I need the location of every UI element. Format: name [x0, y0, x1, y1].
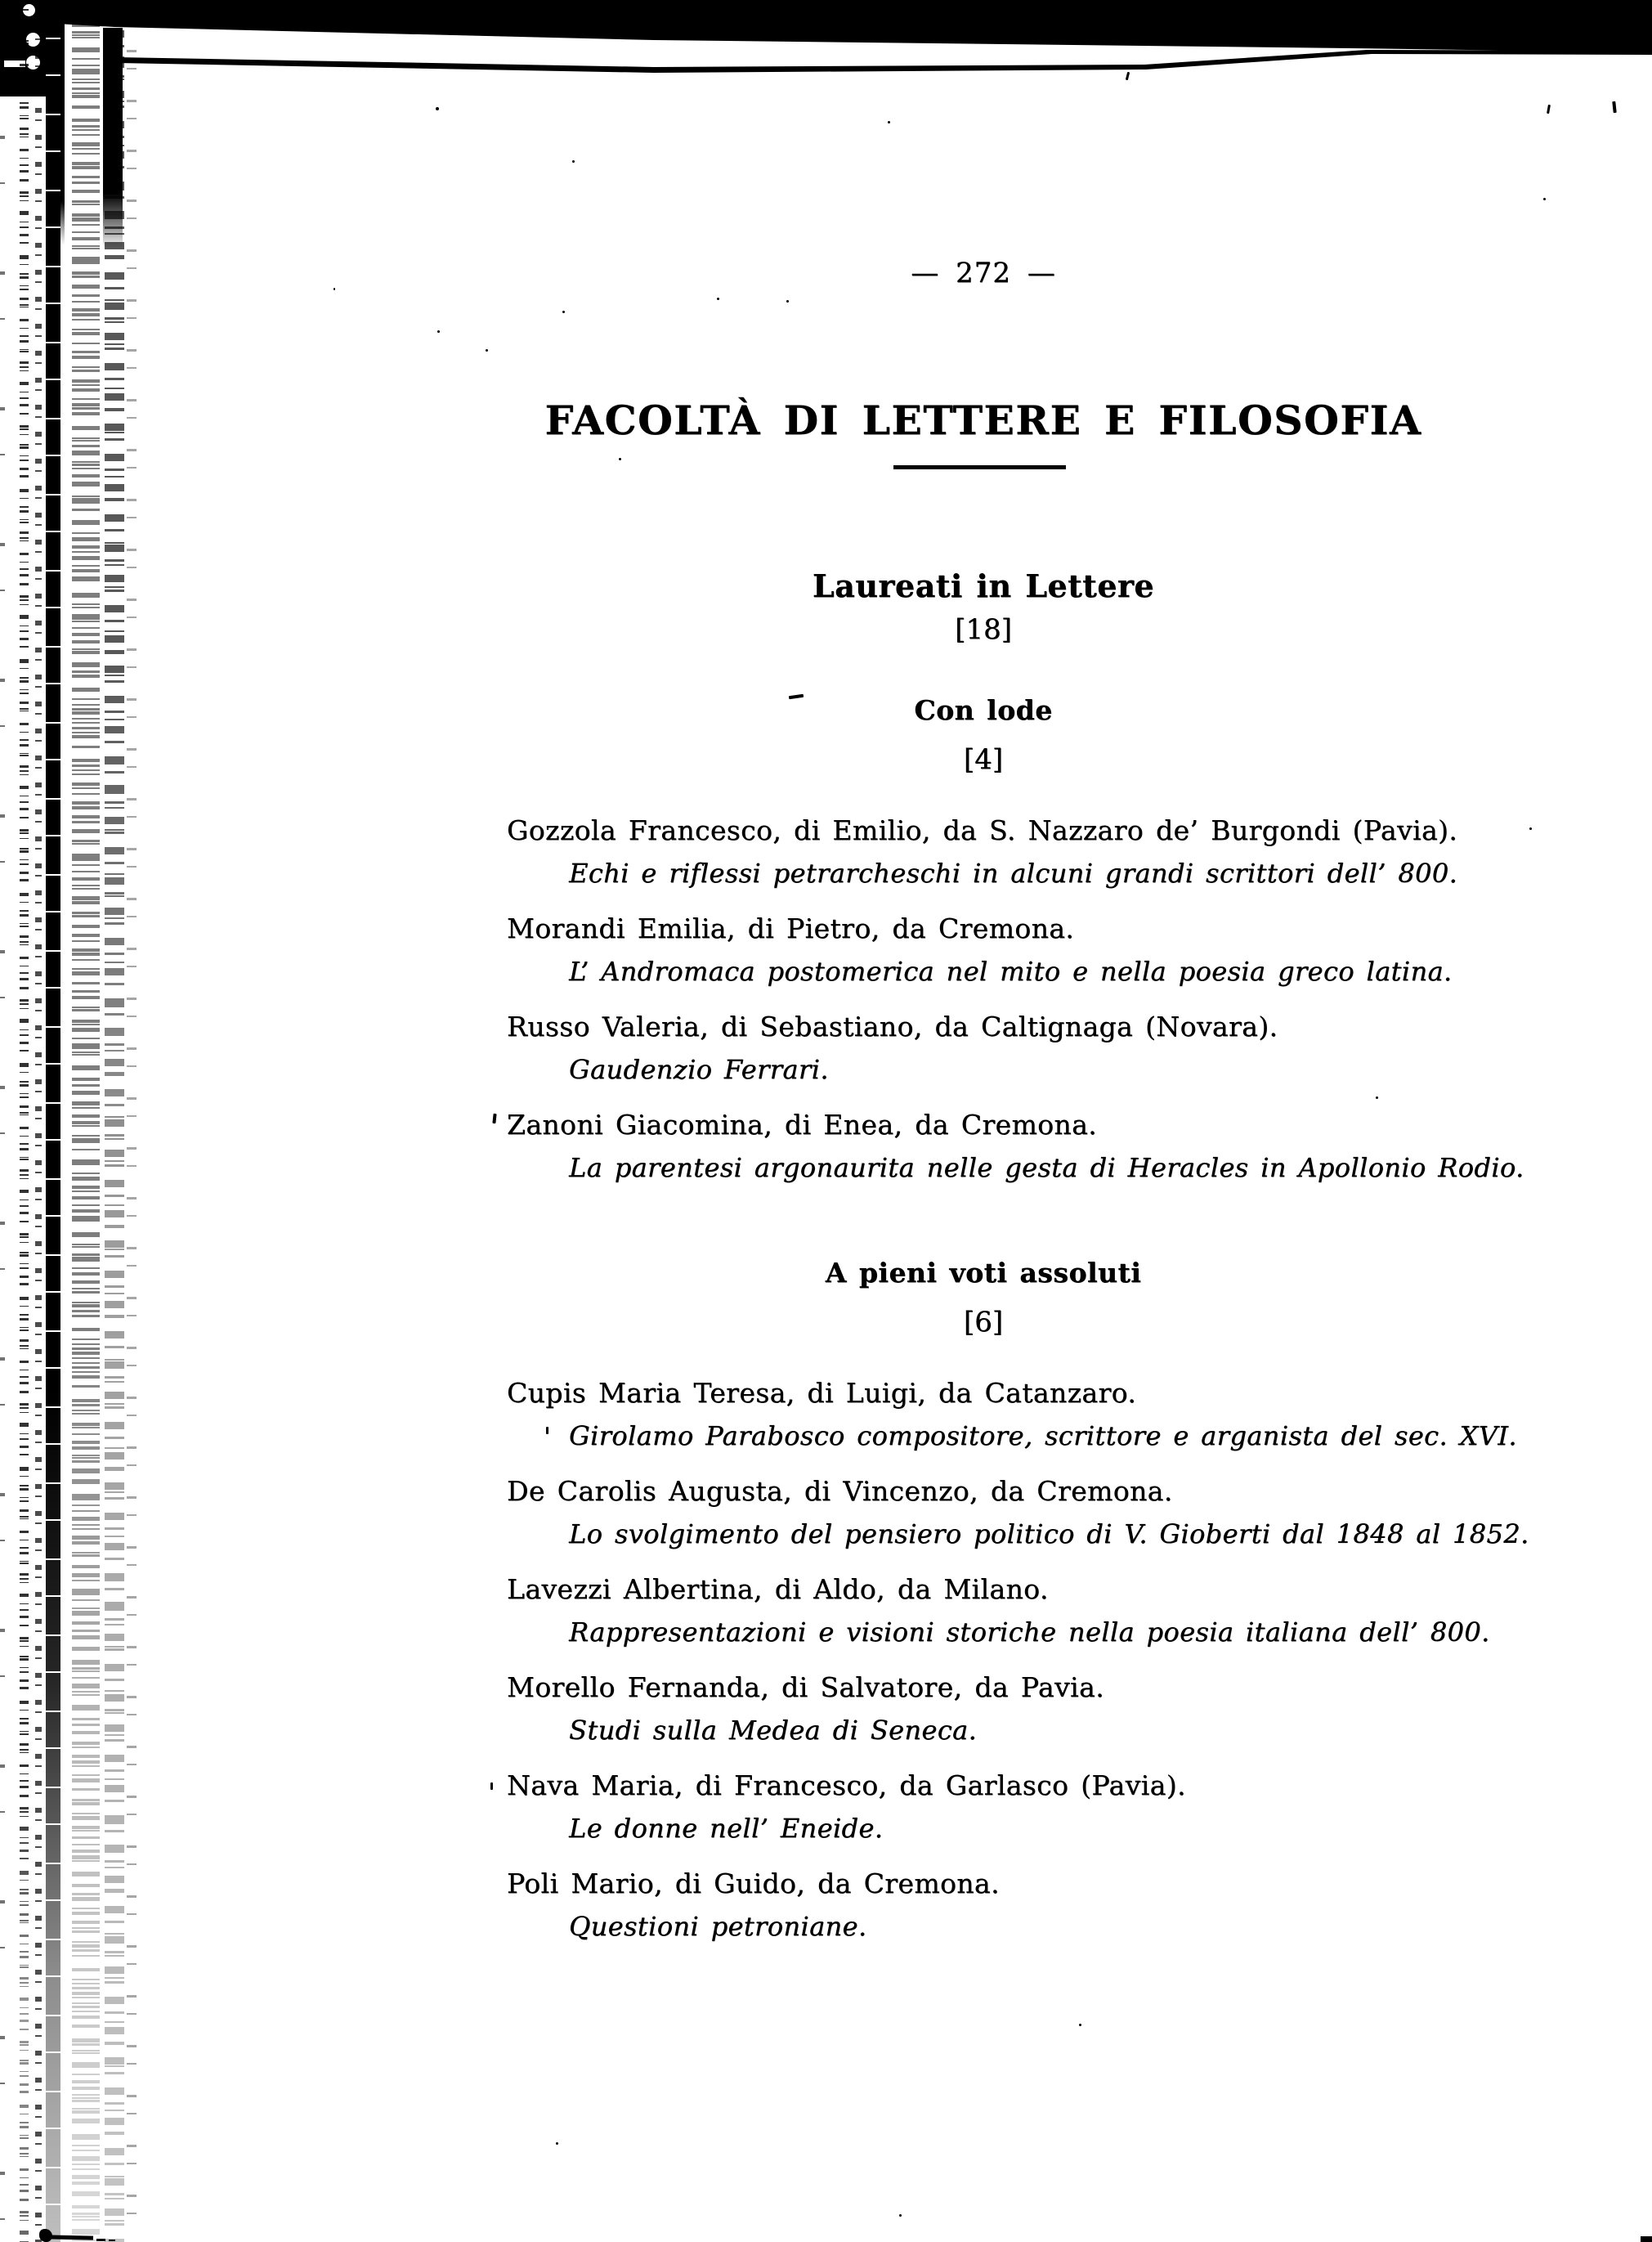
graduate-name: Gozzola Francesco, di Emilio, da S. Nazzaro de’ Burgondi (Pavia).: [507, 814, 1458, 846]
degree-section-count: [18]: [955, 613, 1012, 646]
thesis-title: Girolamo Parabosco compositore, scrittore e arganista del sec. XVI.: [569, 1420, 1517, 1451]
graduate-name: Poli Mario, di Guido, da Cremona.: [507, 1868, 1000, 1899]
graduate-entry: [482, 1769, 1484, 1845]
graduate-entry: [482, 814, 1484, 890]
thesis-title: La parentesi argonaurita nelle gesta di Heracles in Apollonio Rodio.: [569, 1152, 1524, 1183]
scan-speck: [786, 300, 789, 303]
scan-speck: [562, 311, 565, 313]
page-number: — 272 —: [911, 257, 1056, 289]
group-heading: A pieni voti assoluti: [825, 1257, 1142, 1289]
scan-speck: [619, 458, 621, 460]
graduate-entry: [482, 1377, 1517, 1452]
graduate-group: [482, 693, 1524, 1207]
thesis-title: Gaudenzio Ferrari.: [569, 1054, 829, 1085]
graduate-entry: [482, 912, 1484, 988]
thesis-title: Questioni petroniane.: [569, 1911, 867, 1942]
scan-gutter-speckles: [35, 0, 42, 2242]
graduate-name: Zanoni Giacomina, di Enea, da Cremona.: [507, 1109, 1098, 1141]
graduate-name: Morandi Emilia, di Pietro, da Cremona.: [507, 912, 1075, 944]
graduate-name: Lavezzi Albertina, di Aldo, da Milano.: [507, 1573, 1049, 1605]
scan-gutter-speckles: [72, 0, 100, 2242]
scan-speck: [556, 2142, 558, 2145]
thesis-title: Lo svolgimento del pensiero politico di V. Gioberti dal 1848 al 1852.: [569, 1518, 1529, 1549]
group-count: [6]: [963, 1306, 1004, 1338]
scan-gutter-speckles: [105, 0, 124, 2242]
graduate-name: Cupis Maria Teresa, di Luigi, da Catanzaro.: [507, 1377, 1137, 1409]
graduate-name: Russo Valeria, di Sebastiano, da Caltignaga (Novara).: [507, 1011, 1278, 1043]
scan-speck: [436, 107, 439, 110]
scan-artifact-top-edge-line: [0, 0, 1652, 78]
scan-gutter-speckles: [0, 0, 5, 2242]
graduate-entry: [482, 1109, 1524, 1184]
graduate-entry: [482, 1671, 1484, 1747]
scan-gutter-speckles: [127, 0, 137, 2242]
thesis-title: Rappresentazioni e visioni storiche nella poesia italiana dell’ 800.: [569, 1616, 1490, 1648]
group-entries: [482, 814, 1524, 1184]
scan-speck: [437, 330, 440, 333]
group-heading: Con lode: [914, 694, 1053, 726]
degree-section-title: Laureati in Lettere: [812, 567, 1155, 604]
scan-artifact-bottom-mark: [1641, 2236, 1652, 2242]
group-entries: [482, 1377, 1529, 1943]
scan-artifact-top-band: [0, 0, 1652, 57]
thesis-title: Le donne nell’ Eneide.: [569, 1813, 884, 1844]
scan-gutter-speckles: [46, 0, 60, 2242]
graduate-entry: [482, 1011, 1484, 1086]
graduate-name: De Carolis Augusta, di Vincenzo, da Cremona.: [507, 1475, 1173, 1507]
scan-speck: [334, 288, 335, 290]
scan-mark: [1612, 101, 1616, 113]
graduate-name: Nava Maria, di Francesco, da Garlasco (Pavia).: [507, 1769, 1186, 1801]
scan-mark: [1126, 72, 1130, 80]
scan-speck: [486, 349, 488, 352]
thesis-title: L’ Andromaca postomerica nel mito e nella poesia greco latina.: [569, 956, 1453, 987]
scan-gutter-speckles: [20, 0, 29, 2242]
thesis-title: Echi e riflessi petrarcheschi in alcuni grandi scrittori dell’ 800.: [569, 858, 1458, 889]
scan-speck: [899, 2214, 902, 2217]
scan-speck: [572, 160, 575, 163]
graduate-entry: [482, 1868, 1484, 1943]
graduate-group: [482, 1256, 1529, 1966]
scan-speck: [888, 121, 890, 123]
scan-mark: [1547, 105, 1551, 114]
thesis-title: Studi sulla Medea di Seneca.: [569, 1715, 978, 1746]
graduate-entry: [482, 1475, 1529, 1550]
group-count: [4]: [963, 743, 1004, 776]
graduate-name: Morello Fernanda, di Salvatore, da Pavia.: [507, 1671, 1104, 1703]
scan-speck: [717, 298, 719, 300]
scan-speck: [1529, 827, 1532, 830]
graduate-entry: [482, 1573, 1490, 1648]
faculty-title: FACOLTÀ DI LETTERE E FILOSOFIA: [544, 397, 1422, 444]
title-rule: [893, 465, 1066, 469]
scan-speck: [1543, 198, 1546, 200]
scan-speck: [1079, 2024, 1081, 2026]
